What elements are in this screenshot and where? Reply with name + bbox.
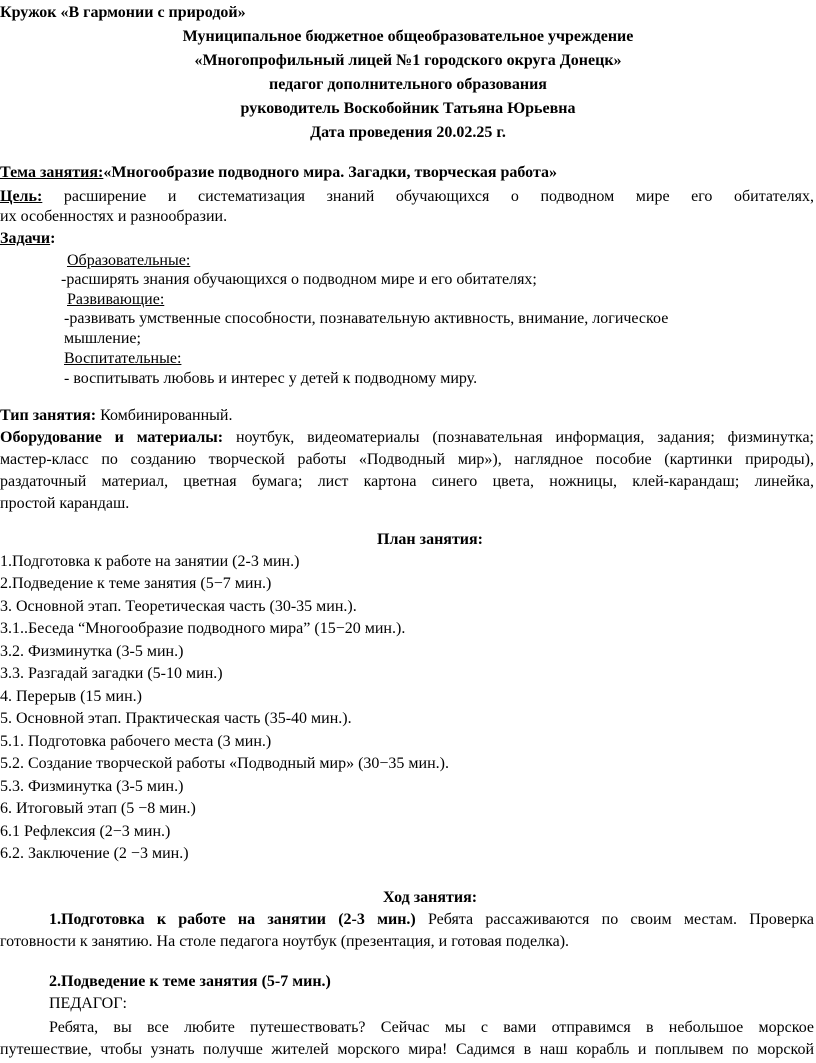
topic-line [0,163,557,183]
course-title: Ход занятия: [383,889,478,906]
equipment-line-1 [0,428,814,448]
lesson-type-line [0,406,232,426]
upbringing-text: - воспитывать любовь и интерес у детей к подводному миру. [64,370,478,387]
plan-item: 3. Основной этап. Теоретическая часть (30-35 мин.). [0,598,357,615]
plan-item: 6. Итоговый этап (5 −8 мин.) [0,800,196,817]
topic-value: «Многообразие подводного мира. Загадки, творческая работа» [103,164,557,181]
org-type: Муниципальное бюджетное общеобразовательное учреждение [182,28,634,45]
lesson-date: Дата проведения 20.02.25 г. [310,124,506,141]
step1-line-1 [49,910,814,930]
tasks-label: Задачи [0,230,51,247]
step1-text-2: готовности к занятию. На столе педагога ноутбук (презентация, и готовая поделка). [0,933,570,950]
lesson-type-value: Комбинированный. [96,407,233,424]
plan-item: 6.2. Заключение (2 −3 мин.) [0,845,189,862]
plan-item: 3.2. Физминутка (3-5 мин.) [0,643,184,660]
step1-text-1: Ребята рассаживаются по своим местам. Проверка [415,911,814,928]
plan-item: 6.1 Рефлексия (2−3 мин.) [0,823,171,840]
goal-line-1 [0,187,814,207]
plan-item: 3.1..Беседа “Многообразие подводного мира” (15−20 мин.). [0,620,406,637]
club-title: Кружок «В гармонии с природой» [0,4,246,21]
teacher-position: педагог дополнительного образования [269,76,547,93]
equipment-text-3: раздаточный материал, цветная бумага; лист картона синего цвета, ножницы, клей-карандаш; линейка, [0,473,814,490]
plan-item: 5. Основной этап. Практическая часть (35-40 мин.). [0,710,352,727]
plan-item: 5.2. Создание творческой работы «Подводный мир» (30−35 мин.). [0,755,450,772]
equipment-text-2: мастер-класс по созданию творческой работы «Подводный мир»), наглядное пособие (картинки природы), [0,451,814,468]
equipment-text-1: ноутбук, видеоматериалы (познавательная информация, задания; физминутка; [223,429,815,446]
goal-text-2: их особенностях и разнообразии. [0,208,228,225]
speaker-label: ПЕДАГОГ: [49,995,127,1012]
school-name: «Многопрофильный лицей №1 городского округа Донецк» [194,52,622,69]
lesson-type-label: Тип занятия: [0,407,97,424]
step2-label: 2.Подведение к теме занятия (5-7 мин.) [49,973,331,990]
plan-item: 2.Подведение к теме занятия (5−7 мин.) [0,575,272,592]
plan-title: План занятия: [377,531,484,548]
teacher-name: руководитель Воскобойник Татьяна Юрьевна [240,100,576,117]
equipment-text-4: простой карандаш. [0,495,130,512]
educational-title: Образовательные: [67,252,191,269]
goal-label: Цель: [0,188,43,205]
goal-text-1: расширение и систематизация знаний обучающихся о подводном мире его обитателях, [63,188,815,205]
plan-item: 4. Перерыв (15 мин.) [0,688,142,705]
developing-title: Развивающие: [67,291,165,308]
plan-item: 3.3. Разгадай загадки (5-10 мин.) [0,665,223,682]
developing-text-1: -развивать умственные способности, познавательную активность, внимание, логическое [64,310,669,327]
paragraph-1-line-1: Ребята, вы все любите путешествовать? Сейчас мы с вами отправимся в небольшое морское [49,1019,814,1036]
plan-item: 1.Подготовка к работе на занятии (2-3 мин.) [0,553,300,570]
plan-item: 5.3. Физминутка (3-5 мин.) [0,778,184,795]
equipment-label: Оборудование и материалы: [0,429,224,446]
developing-text-2: мышление; [64,330,141,347]
plan-item: 5.1. Подготовка рабочего места (3 мин.) [0,733,272,750]
educational-text: -расширять знания обучающихся о подводном мире и его обитателях; [61,271,537,288]
paragraph-1-line-2: путешествие, чтобы узнать получше жителей морского мира! Садимся в наш корабль и поплывем по морской [0,1041,814,1058]
tasks-heading: Задачи: [0,230,56,247]
upbringing-title: Воспитательные: [64,350,182,367]
step1-label: 1.Подготовка к работе на занятии (2-3 мин.) [49,911,416,928]
topic-label: Тема занятия: [0,164,104,181]
